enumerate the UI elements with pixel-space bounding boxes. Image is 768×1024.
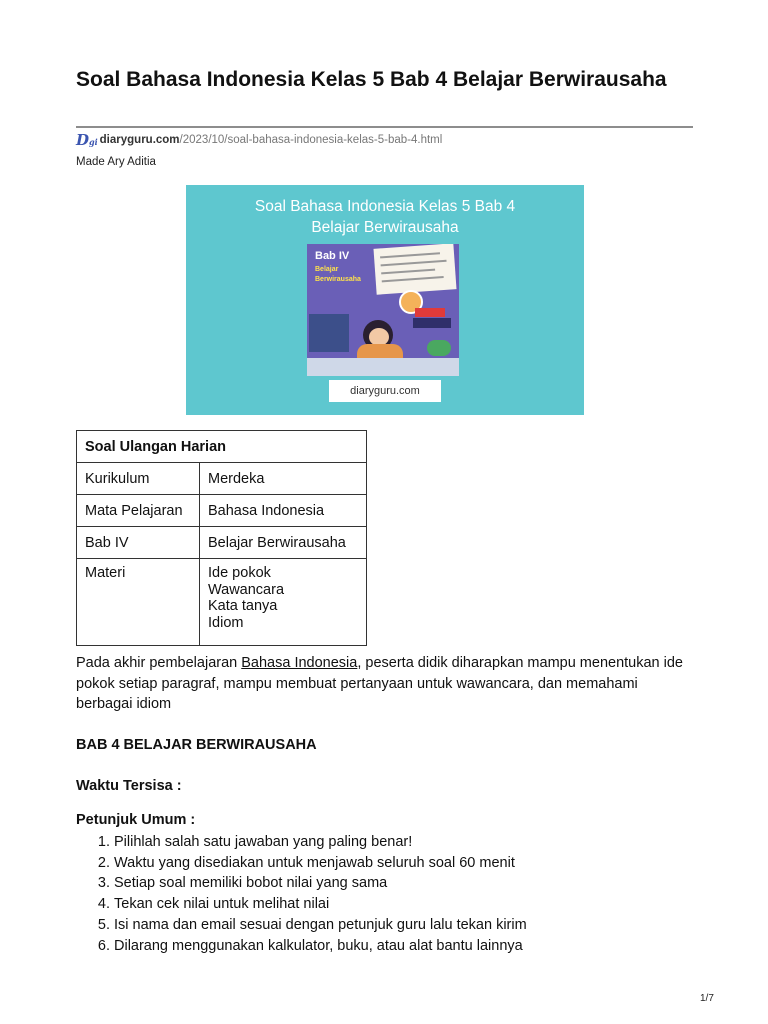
info-table-label: Bab IV — [77, 527, 200, 559]
instructions-heading: Petunjuk Umum : — [76, 812, 196, 828]
navy-tag — [413, 318, 451, 328]
info-table-label: Mata Pelajaran — [77, 495, 200, 527]
list-item: 2. Waktu yang disediakan untuk menjawab seluruh soal 60 menit — [114, 853, 714, 874]
info-table-header: Soal Ulangan Harian — [77, 431, 367, 463]
info-table-value: Merdeka — [200, 463, 367, 495]
section-heading: BAB 4 BELAJAR BERWIRAUSAHA — [76, 737, 317, 753]
remaining-time-label: Waktu Tersisa : — [76, 778, 182, 794]
book-heading: Bab IV — [315, 250, 350, 262]
source-domain: diaryguru.com — [99, 134, 180, 146]
intro-paragraph: Pada akhir pembelajaran Bahasa Indonesia, peserta didik diharapkan mampu menentukan ide pokok setiap paragraf, mampu membuat pertanyaan untuk wawancara, dan memahami berbagai idiom — [76, 655, 683, 712]
counter — [307, 358, 459, 376]
info-table-row — [77, 463, 367, 495]
info-table-value-list — [200, 559, 367, 646]
info-table — [76, 430, 367, 646]
list-item: 1. Pilihlah salah satu jawaban yang paling benar! — [114, 832, 714, 853]
page-title: Soal Bahasa Indonesia Kelas 5 Bab 4 Belajar Berwirausaha — [76, 68, 667, 91]
materi-item: Idiom — [208, 614, 244, 631]
shelf — [309, 314, 349, 352]
list-item: 6. Dilarang menggunakan kalkulator, buku, atau alat bantu lainnya — [114, 936, 714, 957]
info-table-row — [77, 527, 367, 559]
info-table-row — [77, 495, 367, 527]
list-item: 5. Isi nama dan email sesuai dengan petunjuk guru lalu tekan kirim — [114, 915, 714, 936]
info-table-header-row — [77, 431, 367, 463]
paper-sheet — [373, 244, 456, 295]
info-table-label: Kurikulum — [77, 463, 200, 495]
article-banner-image — [186, 185, 584, 415]
materi-item: Ide pokok — [208, 565, 271, 581]
title-divider — [76, 126, 693, 128]
source-line — [76, 131, 442, 149]
book-subtitle-line1: Belajar — [315, 266, 339, 273]
info-table-label: Materi — [77, 559, 200, 646]
book-cover-illustration — [307, 244, 459, 376]
banner-title-line2: Belajar Berwirausaha — [311, 219, 459, 236]
source-path: /2023/10/soal-bahasa-indonesia-kelas-5-bab-4.html — [179, 134, 443, 146]
info-table-value: Belajar Berwirausaha — [200, 527, 367, 559]
book-subtitle-line2: Berwirausaha — [315, 276, 361, 283]
materi-item: Wawancara — [208, 581, 285, 598]
banner-title-line1: Soal Bahasa Indonesia Kelas 5 Bab 4 — [254, 198, 516, 215]
materi-item: Kata tanya — [208, 598, 278, 614]
banner-website-label: diaryguru.com — [329, 380, 441, 402]
source-url-link[interactable] — [100, 134, 443, 146]
plant-icon — [427, 340, 451, 356]
instructions-list — [76, 832, 714, 956]
list-item: 4. Tekan cek nilai untuk melihat nilai — [114, 894, 714, 915]
red-tag — [415, 308, 445, 317]
page-number: 1/7 — [700, 993, 714, 1004]
list-item: 3. Setiap soal memiliki bobot nilai yang sama — [114, 873, 714, 894]
info-table-row-materi — [77, 559, 367, 646]
info-table-value: Bahasa Indonesia — [200, 495, 367, 527]
diaryguru-logo-icon: Dgi — [76, 131, 98, 149]
author-name: Made Ary Aditia — [76, 156, 156, 168]
bahasa-indonesia-link[interactable]: Bahasa Indonesia — [241, 655, 358, 671]
